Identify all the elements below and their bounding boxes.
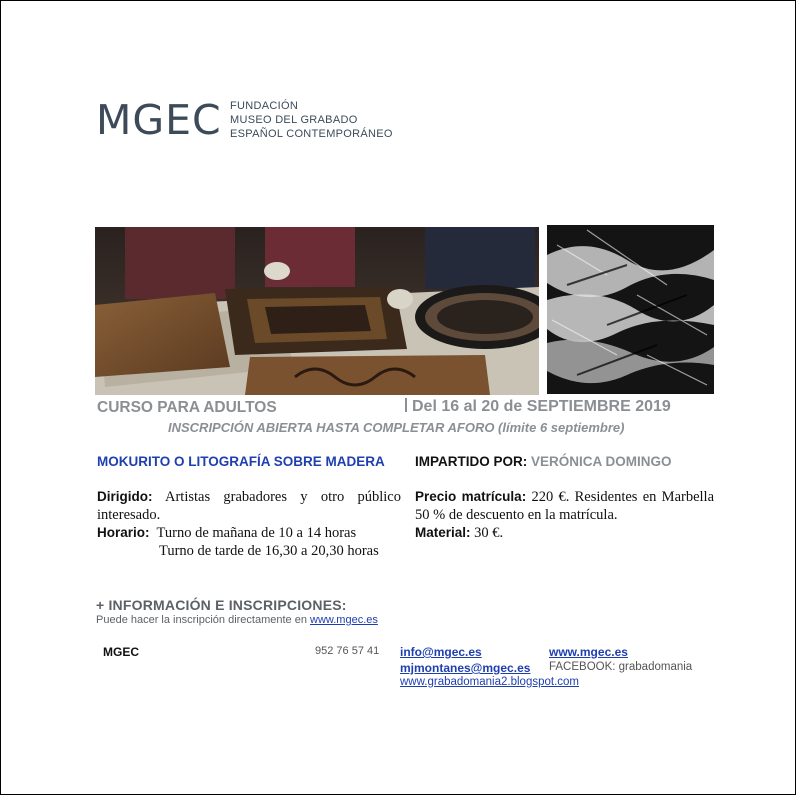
divider-bar: [405, 398, 407, 412]
info-heading: + INFORMACIÓN E INSCRIPCIONES:: [96, 597, 347, 613]
schedule-afternoon-row: [97, 542, 401, 560]
course-type: CURSO PARA ADULTOS: [97, 399, 277, 416]
logo-line-fundacion: FUNDACIÓN: [230, 100, 299, 112]
contact-org: MGEC: [103, 645, 139, 659]
price-label: Precio matrícula:: [415, 489, 527, 504]
info-text: [96, 614, 378, 626]
contact-phone: 952 76 57 41: [315, 645, 380, 657]
course-title: MOKURITO O LITOGRAFÍA SOBRE MADERA: [97, 454, 385, 469]
course-dates-text: Del 16 al 20 de SEPTIEMBRE 2019: [412, 398, 671, 415]
contact-facebook: FACEBOOK: grabadomania: [549, 661, 693, 673]
schedule-morning-row: [97, 524, 401, 542]
logo-line-espanol: ESPAÑOL CONTEMPORÁNEO: [230, 128, 393, 140]
material-value: 30 €.: [474, 525, 504, 541]
logo-mark: MGEC: [96, 96, 222, 144]
info-link[interactable]: www.mgec.es: [310, 614, 378, 626]
price-value: 220 €. Residentes en Marbella 50 % de descuento en la matrícula.: [415, 489, 715, 523]
schedule-label: Horario:: [97, 525, 150, 540]
artwork-print: [547, 225, 714, 394]
contact-web-link[interactable]: www.mgec.es: [549, 645, 628, 659]
instructor: [415, 454, 672, 469]
schedule-afternoon: Turno de tarde de 16,30 a 20,30 horas: [159, 543, 379, 559]
audience-paragraph: [97, 488, 401, 524]
instructor-name: VERÓNICA DOMINGO: [531, 454, 672, 469]
course-dates: [405, 398, 671, 416]
audience-label: Dirigido:: [97, 489, 153, 504]
registration-notice: INSCRIPCIÓN ABIERTA HASTA COMPLETAR AFORO (límite 6 septiembre): [168, 420, 625, 435]
contact-email-mjmontanes[interactable]: mjmontanes@mgec.es: [400, 661, 531, 675]
schedule-morning: Turno de mañana de 10 a 14 horas: [156, 525, 357, 541]
price-material-block: [415, 488, 714, 542]
instructor-label: IMPARTIDO POR:: [415, 454, 528, 469]
material-row: [415, 524, 714, 542]
logo-line-museo: MUSEO DEL GRABADO: [230, 114, 358, 126]
material-label: Material:: [415, 525, 471, 540]
contact-blog-link[interactable]: www.grabadomania2.blogspot.com: [400, 676, 579, 688]
contact-email-info[interactable]: info@mgec.es: [400, 645, 482, 659]
price-paragraph: [415, 488, 714, 524]
audience-value: Artistas grabadores y otro público interesado.: [97, 489, 401, 523]
info-text-label: Puede hacer la inscripción directamente en: [96, 614, 307, 626]
audience-schedule-block: [97, 488, 401, 560]
workshop-photo: [95, 227, 539, 395]
